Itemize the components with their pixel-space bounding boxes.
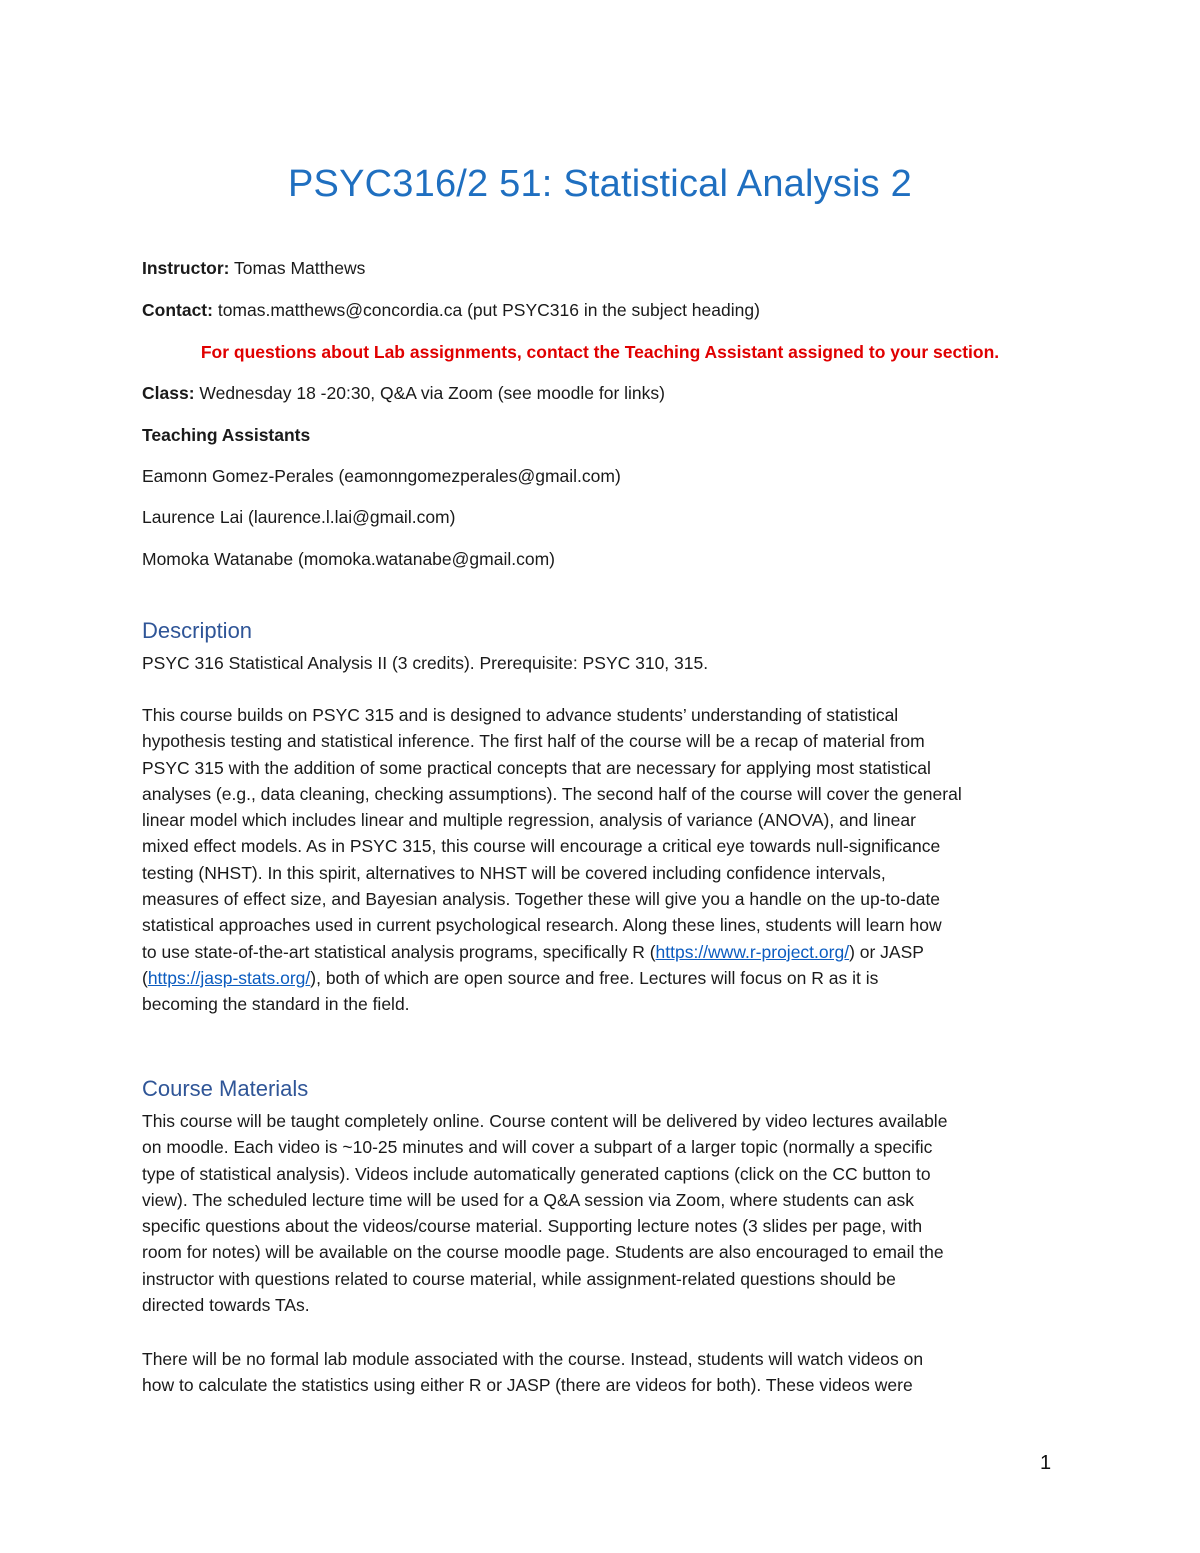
paragraph-line: becoming the standard in the field.	[142, 994, 410, 1015]
contact-label: Contact:	[142, 300, 213, 320]
text-run: to use state-of-the-art statistical analysis programs, specifically R (	[142, 941, 656, 962]
text-run: ) or JASP	[849, 941, 924, 962]
instructor-line	[142, 258, 365, 279]
paragraph-line: statistical approaches used in current psychological research. Along these lines, students will learn how	[142, 915, 942, 936]
lab-notice: For questions about Lab assignments, contact the Teaching Assistant assigned to your section.	[200, 342, 1000, 362]
class-line	[142, 383, 665, 404]
paragraph-line: specific questions about the videos/course material. Supporting lecture notes (3 slides per page, with	[142, 1216, 923, 1237]
paragraph-line: PSYC 315 with the addition of some practical concepts that are necessary for applying most statistical	[142, 757, 931, 778]
text-run: ), both of which are open source and free. Lectures will focus on R as it is	[310, 967, 879, 988]
materials-paragraph-1	[142, 1108, 1062, 1318]
description-prereq: PSYC 316 Statistical Analysis II (3 credits). Prerequisite: PSYC 310, 315.	[142, 653, 709, 673]
ta-heading	[142, 425, 310, 446]
paragraph-line: testing (NHST). In this spirit, alternatives to NHST will be covered including confidence intervals,	[142, 862, 886, 883]
text-run: (	[142, 967, 148, 988]
contact-value: tomas.matthews@concordia.ca (put PSYC316 in the subject heading)	[212, 300, 760, 320]
r-project-link[interactable]: https://www.r-project.org/	[655, 941, 850, 962]
paragraph-line: room for notes) will be available on the course moodle page. Students are also encouraged to email the	[142, 1242, 944, 1263]
paragraph-line: This course builds on PSYC 315 and is designed to advance students’ understanding of statistical	[142, 705, 899, 725]
paragraph-line: mixed effect models. As in PSYC 315, this course will encourage a critical eye towards null-significance	[142, 836, 941, 857]
class-value: Wednesday 18 -20:30, Q&A via Zoom (see moodle for links)	[194, 383, 665, 403]
paragraph-line: instructor with questions related to course material, while assignment-related questions should be	[142, 1268, 896, 1289]
ta-item: Laurence Lai (laurence.l.lai@gmail.com)	[142, 507, 456, 527]
materials-paragraph-2	[142, 1346, 1062, 1399]
page-number: 1	[1040, 1452, 1052, 1474]
ta-heading-text: Teaching Assistants	[142, 425, 311, 445]
jasp-link[interactable]: https://jasp-stats.org/	[147, 967, 311, 988]
ta-item: Momoka Watanabe (momoka.watanabe@gmail.com)	[142, 549, 555, 569]
paragraph-line	[142, 965, 1062, 991]
ta-item: Eamonn Gomez-Perales (eamonngomezperales@gmail.com)	[142, 466, 621, 486]
class-label: Class:	[142, 383, 195, 403]
instructor-value: Tomas Matthews	[229, 258, 366, 278]
paragraph-line: view). The scheduled lecture time will be used for a Q&A session via Zoom, where students can ask	[142, 1189, 914, 1210]
course-materials-heading: Course Materials	[142, 1076, 309, 1101]
paragraph-line: There will be no formal lab module associated with the course. Instead, students will watch videos on	[142, 1349, 924, 1369]
paragraph-line: on moodle. Each video is ~10-25 minutes and will cover a subpart of a larger topic (normally a specific	[142, 1137, 933, 1158]
paragraph-line: This course will be taught completely online. Course content will be delivered by video lectures available	[142, 1111, 948, 1131]
paragraph-line: directed towards TAs.	[142, 1295, 310, 1316]
paragraph-line: type of statistical analysis). Videos include automatically generated captions (click on the CC button to	[142, 1163, 931, 1184]
paragraph-line: analyses (e.g., data cleaning, checking assumptions). The second half of the course will cover the general	[142, 783, 962, 804]
paragraph-line: linear model which includes linear and multiple regression, analysis of variance (ANOVA), and linear	[142, 810, 916, 831]
description-heading: Description	[142, 618, 253, 643]
paragraph-line	[142, 939, 1062, 965]
paragraph-line: how to calculate the statistics using either R or JASP (there are videos for both). These videos were	[142, 1375, 913, 1396]
instructor-label: Instructor:	[142, 258, 230, 278]
page-title: PSYC316/2 51: Statistical Analysis 2	[288, 163, 912, 205]
description-paragraph	[142, 702, 1062, 1018]
paragraph-line: measures of effect size, and Bayesian analysis. Together these will give you a handle on the up-to-date	[142, 889, 941, 910]
paragraph-line: hypothesis testing and statistical inference. The first half of the course will be a recap of material from	[142, 731, 925, 752]
contact-line	[142, 300, 760, 321]
